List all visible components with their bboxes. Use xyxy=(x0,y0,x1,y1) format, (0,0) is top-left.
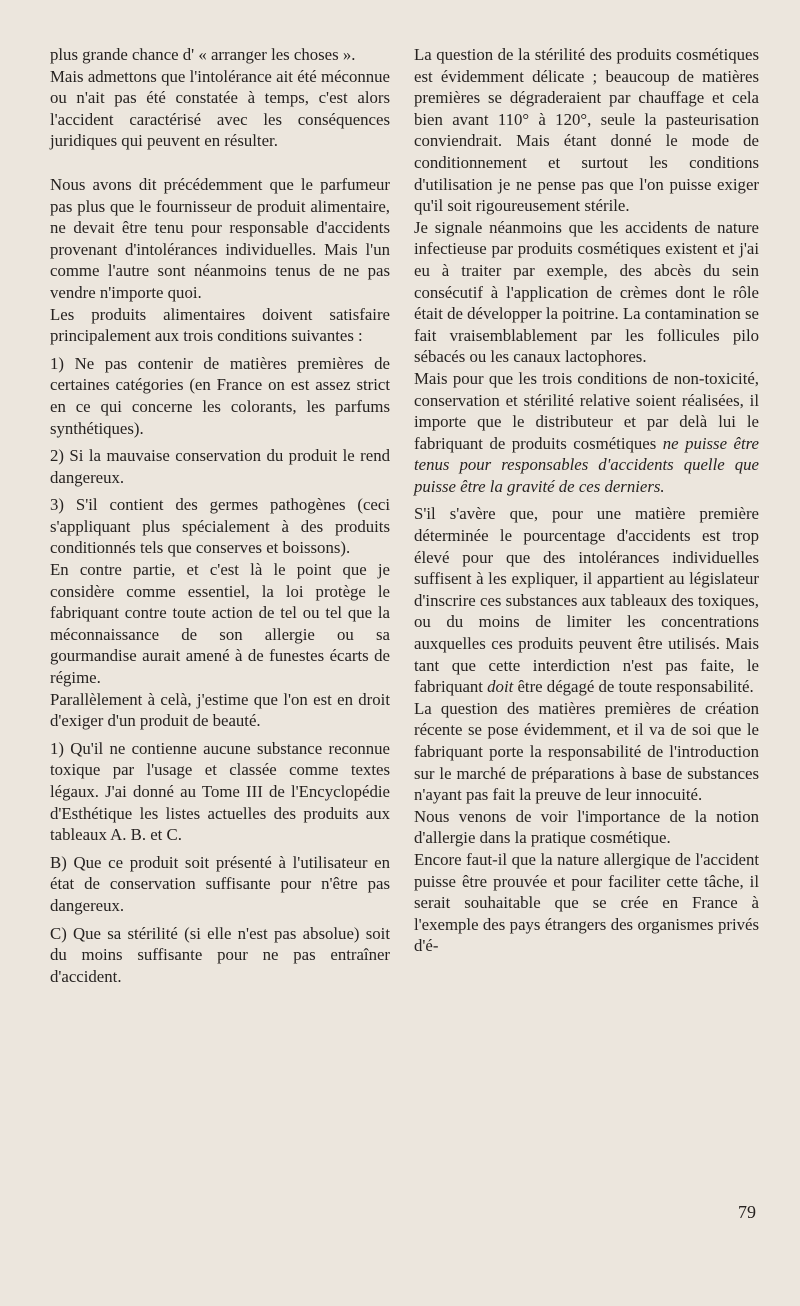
list-item: C) Que sa stérilité (si elle n'est pas absolue) soit du moins suffisante pour ne pas entraîner d'accident. xyxy=(50,923,390,986)
paragraph: Nous avons dit précédemment que le parfumeur pas plus que le fournisseur de produit alimentaire, ne devait être tenu pour responsable d'accidents provenant d'intolérances individuelles. Mais l'un comme l'autre sont néanmoins tenus de ne pas vendre n'importe quoi. xyxy=(50,174,390,302)
paragraph: Je signale néanmoins que les accidents de nature infectieuse par produits cosmétiques existent et j'ai eu à traiter par exemple, des abcès du sein consécutif à l'application de crèmes dont le rôle était de développer la poitrine. La contamination se fait vraisemblablement par les follicules pilo sébacés ou les canaux lactophores. xyxy=(414,217,759,367)
paragraph: Mais admettons que l'intolérance ait été méconnue ou n'ait pas été constatée à temps, c'est alors l'accident caractérisé avec les conséquences juridiques qui peuvent en résulter. xyxy=(50,66,390,151)
list-item: 3) S'il contient des germes pathogènes (ceci s'appliquant plus spécialement à des produits conditionnés tels que conserves et boissons). xyxy=(50,495,390,558)
paragraph: Encore faut-il que la nature allergique de l'accident puisse être prouvée et pour faciliter cette tâche, il serait souhaitable que se crée en France à l'exemple des pays étrangers des organismes privés d'é- xyxy=(414,849,759,956)
italic-text: ne puisse être tenus pour responsables d'accidents quelle que puisse être la gravité de ces derniers. xyxy=(414,433,759,496)
list-item: 1) Ne pas contenir de matières premières de certaines catégories (en France on est assez strict en ce qui concerne les colorants, les parfums synthétiques). xyxy=(50,353,390,438)
paragraph: Les produits alimentaires doivent satisfaire principalement aux trois conditions suivantes : xyxy=(50,304,390,346)
paragraph: La question des matières premières de création récente se pose évidemment, et il va de soi que le fabriquant porte la responsabilité de l'introduction sur le marché de préparations à base de substances n'ayant pas fait la preuve de leur innocuité. xyxy=(414,698,759,805)
paragraph: La question de la stérilité des produits cosmétiques est évidemment délicate ; beaucoup de matières premières se dégraderaient par chauffage et cela bien avant 110° à 120°, seule la pasteurisation conviendrait. Mais étant donné le mode de conditionnement et surtout les conditions d'utilisation je ne pense pas que l'on puisse exiger qu'il soit rigoureusement stérile. xyxy=(414,45,759,216)
paragraph xyxy=(414,503,759,697)
text-run: Mais pour que les trois conditions de non-toxicité, conservation et stérilité relative soient réalisées, il importe que le distributeur et par delà lui le fabriquant de produits cosmétiques xyxy=(414,368,759,453)
list-item: 1) Qu'il ne contienne aucune substance reconnue toxique par l'usage et classée comme textes légaux. J'ai donné au Tome III de l'Encyclopédie d'Esthétique les listes actuelles des produits aux tableaux A. B. et C. xyxy=(50,738,390,845)
text-run: S'il s'avère que, pour une matière première déterminée le pourcentage d'accidents est trop élevé pour que des intolérances individuelles suffisent à les expliquer, il appartient au législateur d'inscrire ces substances aux tableaux des toxiques, ou du moins de limiter les concentrations auxquelles ces produits peuvent être utilisés. Mais tant que cette interdiction n'est pas faite, le fabriquant xyxy=(414,504,759,697)
paragraph: Nous venons de voir l'importance de la notion d'allergie dans la pratique cosmétique. xyxy=(414,806,759,848)
paragraph xyxy=(414,368,759,498)
italic-text: doit xyxy=(487,677,514,697)
list-item: B) Que ce produit soit présenté à l'utilisateur en état de conservation suffisante pour n'être pas dangereux. xyxy=(50,852,390,915)
left-column xyxy=(50,44,390,987)
page-number: 79 xyxy=(738,1202,756,1222)
list-item: 2) Si la mauvaise conservation du produit le rend dangereux. xyxy=(50,446,390,487)
right-column xyxy=(414,44,759,957)
paragraph: En contre partie, et c'est là le point que je considère comme essentiel, la loi protège le fabriquant contre toute action de tel ou tel que la méconnaissance de son allergie ou sa gourmandise aurait amené à de funestes écarts de régime. xyxy=(50,560,390,688)
paragraph: plus grande chance d' « arranger les choses ». xyxy=(50,45,356,64)
text-run: être dégagé de toute responsabilité. xyxy=(513,677,754,697)
paragraph: Parallèlement à celà, j'estime que l'on est en droit d'exiger d'un produit de beauté. xyxy=(50,689,390,731)
